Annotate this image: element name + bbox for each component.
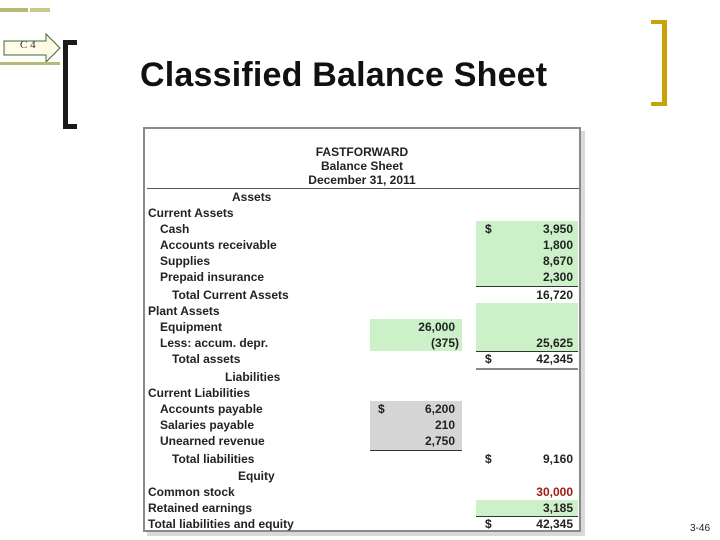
ar-value: 1,800 [542, 238, 573, 252]
current-liab-heading-row [145, 385, 579, 401]
assets-heading-row [145, 189, 579, 205]
total-liab-row [145, 451, 579, 467]
ap-value: 6,200 [424, 402, 455, 416]
objective-tag-label: C 4 [20, 39, 36, 51]
total-liab-dollar: $ [485, 452, 492, 466]
total-le-dollar: $ [485, 517, 492, 531]
statement-name: Balance Sheet [320, 159, 404, 173]
total-liab-label: Total liabilities [172, 452, 255, 466]
total-assets-row [145, 351, 579, 367]
retained-value: 3,185 [542, 501, 573, 515]
liabilities-heading: Liabilities [225, 370, 281, 384]
side-accent-bar [0, 62, 60, 65]
unearned-value: 2,750 [424, 434, 455, 448]
current-assets-heading: Current Assets [148, 206, 234, 220]
cash-dollar: $ [485, 222, 492, 236]
supplies-row [145, 253, 579, 269]
salaries-value: 210 [434, 418, 455, 432]
prepaid-value: 2,300 [542, 270, 573, 284]
cash-value: 3,950 [542, 222, 573, 236]
cash-row [145, 221, 579, 237]
equipment-value: 26,000 [418, 320, 455, 334]
ap-dollar: $ [378, 402, 385, 416]
prepaid-label: Prepaid insurance [160, 270, 265, 284]
equipment-label: Equipment [160, 320, 222, 334]
ar-row [145, 237, 579, 253]
ap-label: Accounts payable [160, 402, 263, 416]
balance-sheet [143, 127, 581, 532]
top-accent-bar-2 [30, 8, 50, 12]
objective-tag [2, 32, 62, 62]
ar-label: Accounts receivable [160, 238, 277, 252]
statement-date: December 31, 2011 [308, 173, 416, 187]
total-assets-dollar: $ [485, 352, 492, 366]
current-assets-heading-row [145, 205, 579, 221]
total-le-label: Total liabilities and equity [148, 517, 294, 531]
assets-heading: Assets [232, 190, 272, 204]
total-assets-value: 42,345 [536, 352, 573, 366]
retained-label: Retained earnings [148, 501, 253, 515]
accum-row [145, 335, 579, 351]
accum-label: Less: accum. depr. [160, 336, 269, 350]
equity-heading: Equity [238, 469, 275, 483]
common-value: 30,000 [536, 485, 573, 499]
equity-heading-row [145, 468, 579, 484]
total-le-row [145, 516, 579, 532]
retained-row [145, 500, 579, 516]
cash-label: Cash [160, 222, 190, 236]
total-current-label: Total Current Assets [172, 288, 289, 302]
total-current-value: 16,720 [536, 288, 573, 302]
total-current-row [145, 287, 579, 303]
total-le-value: 42,345 [536, 517, 573, 531]
common-label: Common stock [148, 485, 235, 499]
page-number: 3-46 [690, 523, 711, 534]
equipment-row [145, 319, 579, 335]
accum-value: (375) [430, 336, 459, 350]
slide-title: Classified Balance Sheet [140, 56, 548, 94]
top-accent-bar [0, 8, 28, 12]
total-assets-label: Total assets [172, 352, 241, 366]
unearned-label: Unearned revenue [160, 434, 265, 448]
salaries-label: Salaries payable [160, 418, 255, 432]
total-liab-value: 9,160 [542, 452, 573, 466]
liabilities-heading-row [145, 369, 579, 385]
supplies-value: 8,670 [542, 254, 573, 268]
salaries-row [145, 417, 579, 433]
company-name: FASTFORWARD [315, 145, 409, 159]
ap-row [145, 401, 579, 417]
left-bracket-decoration [63, 40, 77, 129]
right-bracket-decoration [651, 20, 667, 106]
prepaid-row [145, 269, 579, 285]
unearned-row [145, 433, 579, 449]
common-row [145, 484, 579, 500]
net-plant-value: 25,625 [536, 336, 573, 350]
current-liab-heading: Current Liabilities [148, 386, 251, 400]
supplies-label: Supplies [160, 254, 211, 268]
plant-heading: Plant Assets [148, 304, 220, 318]
